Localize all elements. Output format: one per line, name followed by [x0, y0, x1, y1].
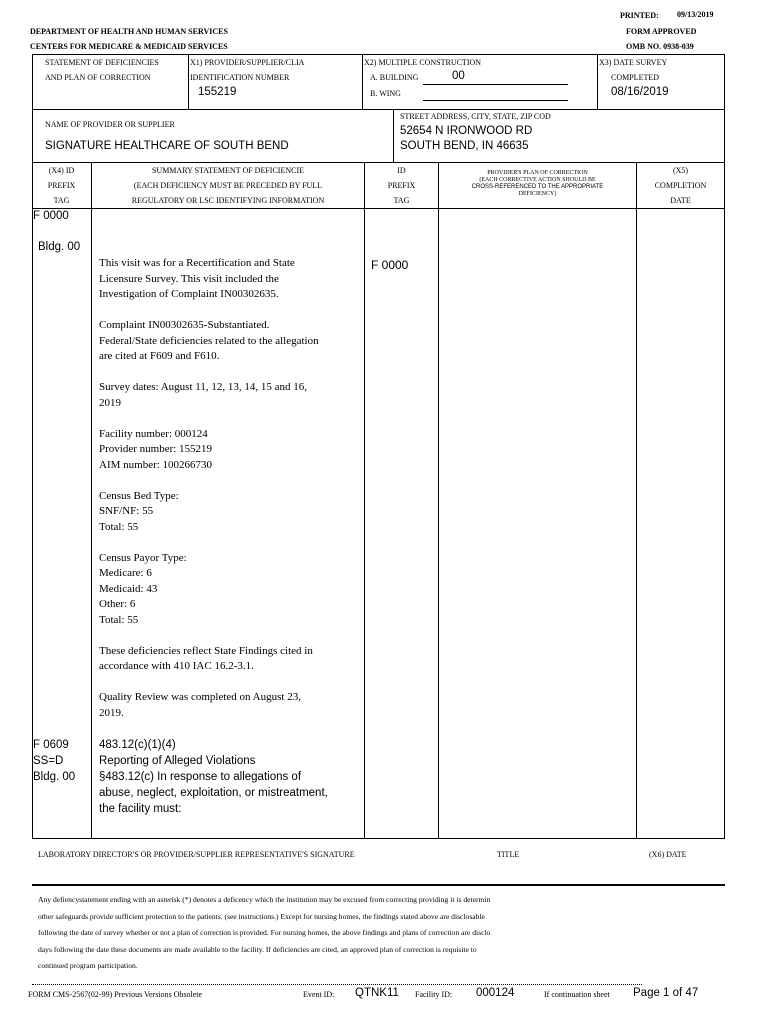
footer-facility-label: Facility ID:: [415, 990, 453, 999]
x4-header-3: TAG: [53, 196, 70, 205]
x1-label-1: X1) PROVIDER/SUPPLIER/CLIA: [190, 58, 305, 67]
entry-tag-f0000: F 0000: [33, 210, 69, 222]
form-approved: FORM APPROVED: [626, 27, 697, 36]
id-header-2: PREFIX: [387, 181, 416, 190]
statement-label-2: AND PLAN OF CORRECTION: [45, 73, 151, 82]
entry-id-tag-f0000: F 0000: [371, 258, 409, 272]
x4-header-2: PREFIX: [47, 181, 76, 190]
x5-header-2: COMPLETION: [654, 181, 707, 190]
summary-header-3: REGULATORY OR LSC IDENTIFYING INFORMATION: [131, 196, 325, 205]
entry-tag-f0609: F 0609 SS=D Bldg. 00: [33, 739, 76, 783]
x3-label-1: X3) DATE SURVEY: [599, 58, 668, 67]
x1-label-2: IDENTIFICATION NUMBER: [190, 73, 290, 82]
x5-header-3: DATE: [670, 196, 691, 205]
address-line-2: SOUTH BEND, IN 46635: [400, 140, 529, 152]
plan-header-2: (EACH CORRECTIVE ACTION SHOULD BE: [479, 177, 596, 183]
footer-event-value: QTNK11: [355, 987, 399, 999]
id-header-3: TAG: [393, 196, 410, 205]
x5-header-1: (X5): [672, 166, 689, 175]
date-label: (X6) DATE: [649, 850, 687, 859]
centers-title: CENTERS FOR MEDICARE & MEDICAID SERVICES: [30, 42, 228, 51]
x4-header-1: (X4) ID: [48, 166, 75, 175]
summary-header-1: SUMMARY STATEMENT OF DEFICIENCIE: [151, 166, 305, 175]
provider-name: SIGNATURE HEALTHCARE OF SOUTH BEND: [45, 140, 289, 152]
printed-date: 09/13/2019: [677, 10, 714, 19]
building-value: 00: [452, 70, 465, 82]
statement-label-1: STATEMENT OF DEFICIENCIES: [45, 58, 159, 67]
title-label: TITLE: [497, 850, 520, 859]
footer-continuation: If continuation sheet: [544, 990, 610, 999]
summary-header-2: (EACH DEFICIENCY MUST BE PRECEDED BY FULL: [133, 181, 323, 190]
survey-date: 08/16/2019: [611, 86, 669, 98]
plan-header-1: PROVIDER'S PLAN OF CORRECTION: [487, 170, 588, 176]
footer-form: FORM CMS-2567(02-99) Previous Versions Obsolete: [28, 990, 203, 999]
address-line-1: 52654 N IRONWOOD RD: [400, 125, 533, 137]
department-title: DEPARTMENT OF HEALTH AND HUMAN SERVICES: [30, 27, 228, 36]
signature-label: LABORATORY DIRECTOR'S OR PROVIDER/SUPPLIER REPRESENTATIVE'S SIGNATURE: [38, 850, 355, 859]
x3-label-2: COMPLETED: [611, 73, 659, 82]
entry-summary-text-1: This visit was for a Recertification and State Licensure Survey. This visit included the Investigation of Complaint IN00302635. Complaint IN00302635-Substantiated. Federal/State deficiencies related to the allegation are cited at F609 and F610. Survey dates: August 11, 12, 13, 14, 15 and 16, 2019 Facility number: 000124 Provider number: 155219 AIM number: 100266730 Census Bed Type: SNF/NF: 55 Total: 55 Census Payor Type: Medicare: 6 Medicaid: 43 Other: 6 Total: 55 These deficiencies reflect State Findings cited in accordance with 410 IAC 16.2-3.1. Quality Review was completed on August 23, 2019.: [99, 257, 319, 719]
provider-number: 155219: [198, 86, 237, 98]
omb-number: OMB NO. 0938-039: [626, 42, 694, 51]
plan-header-3: CROSS-REFERENCED TO THE APPROPRIATE: [471, 184, 604, 190]
x2-label: X2) MULTIPLE CONSTRUCTION: [364, 58, 482, 67]
id-header-1: ID: [397, 166, 406, 175]
plan-header-4: DEFICIENCY): [518, 191, 557, 197]
provider-name-label: NAME OF PROVIDER OR SUPPLIER: [45, 120, 175, 129]
entry-summary-text-2: 483.12(c)(1)(4) Reporting of Alleged Violations §483.12(c) In response to allegations of abuse, neglect, exploitation, or mistreatment, the facility must:: [99, 739, 328, 815]
wing-label: B. WING: [370, 89, 401, 98]
notice-text: Any defiencystatement ending with an asterisk (*) denotes a deficency which the institution may be excused from correcting providing it is determin other safeguards provide sufficient protection to the patients. (see instructions.) Except for nursing homes, the findings stated above are disclosable following the date of survey whether or not a plan of correction is provided. For nursing homes, the above findings and plans of correction are disclo days following the date these documents are made available to the facility. If deficiencies are cited, an approved plan of correction is requisite to continued program participation.: [38, 895, 491, 971]
footer-facility-value: 000124: [476, 987, 515, 999]
footer-page: Page 1 of 47: [633, 987, 699, 999]
building-label: A. BUILDING: [370, 73, 419, 82]
address-label: STREET ADDRESS, CITY, STATE, ZIP COD: [400, 112, 551, 121]
printed-label: PRINTED:: [620, 11, 659, 20]
entry-bldg-00: Bldg. 00: [38, 241, 81, 253]
footer-event-label: Event ID:: [303, 990, 335, 999]
